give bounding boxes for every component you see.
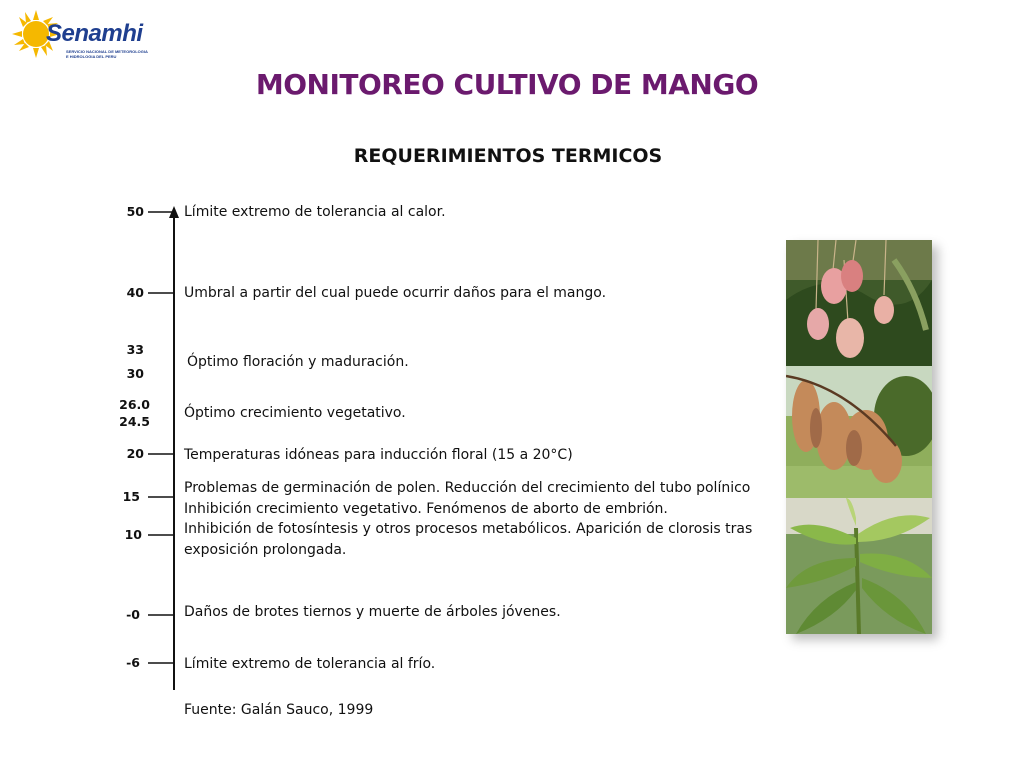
desc-pollen-problems: Problemas de germinación de polen. Reducción del crecimiento del tubo polínico Inhibición crecimiento vegetativo. Fenómenos de aborto de embrión. xyxy=(184,480,751,517)
tick-label-20: 20 xyxy=(126,446,144,461)
desc-photosynthesis: Inhibición de fotosíntesis y otros procesos metabólicos. Aparición de clorosis tras exposición prolongada. xyxy=(184,521,753,558)
tick-label-minus-6: -6 xyxy=(126,655,140,670)
desc-floral-induction: Temperaturas idóneas para inducción floral (15 a 20°C) xyxy=(184,447,573,463)
source-note: Fuente: Galán Sauco, 1999 xyxy=(184,702,374,718)
desc-damage-threshold: Umbral a partir del cual puede ocurrir daños para el mango. xyxy=(184,285,607,301)
tick-label-26: 26.0 xyxy=(119,397,150,412)
logo-name: Senamhi xyxy=(46,20,143,47)
tick-label-0: -0 xyxy=(126,607,140,622)
tick-label-24-5: 24.5 xyxy=(119,414,150,429)
logo-subtitle: SERVICIO NACIONAL DE METEOROLOGIA E HIDROLOGIA DEL PERU xyxy=(66,49,148,59)
page-subtitle: REQUERIMIENTOS TERMICOS xyxy=(353,145,663,167)
mango-leaves-photo xyxy=(786,498,932,634)
mango-flower-photo xyxy=(786,366,932,498)
tick-label-40: 40 xyxy=(126,285,144,300)
desc-optimal-flowering: Óptimo floración y maduración. xyxy=(187,354,409,370)
desc-cold-limit: Límite extremo de tolerancia al frío. xyxy=(184,656,436,672)
mango-photo-strip xyxy=(786,240,932,634)
desc-shoot-damage: Daños de brotes tiernos y muerte de árboles jóvenes. xyxy=(184,604,561,620)
tick-label-30: 30 xyxy=(126,366,144,381)
desc-heat-limit: Límite extremo de tolerancia al calor. xyxy=(184,204,446,220)
page-title: MONITOREO CULTIVO DE MANGO xyxy=(255,68,759,101)
tick-label-10: 10 xyxy=(124,527,142,542)
senamhi-logo xyxy=(10,8,150,62)
tick-label-33: 33 xyxy=(126,342,144,357)
desc-optimal-growth: Óptimo crecimiento vegetativo. xyxy=(184,405,406,421)
tick-label-50: 50 xyxy=(126,204,144,219)
tick-label-15: 15 xyxy=(122,489,140,504)
mango-fruit-photo xyxy=(786,240,932,366)
